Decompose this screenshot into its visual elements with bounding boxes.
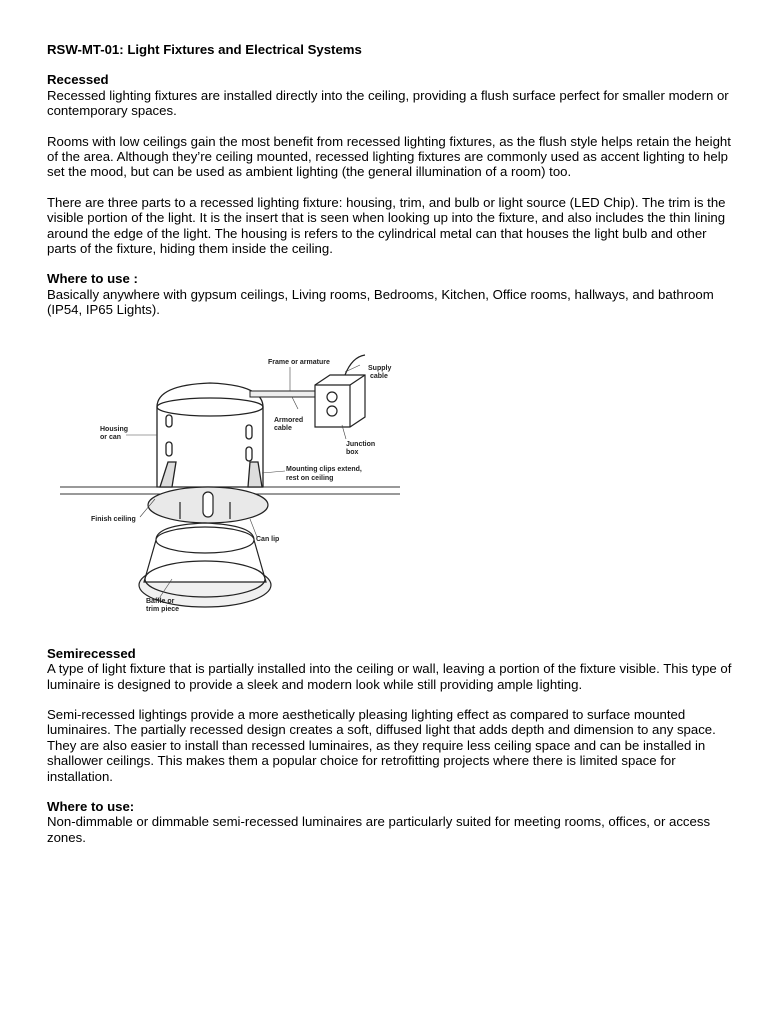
recessed-paragraph-3: There are three parts to a recessed lighting fixture: housing, trim, and bulb or light source (LED Chip). The trim is the visible portion of the light. It is the insert that is seen when looking up into the fixture, and also includes the thin lining around the edge of the light. The housing is refers to the cylindrical metal can that houses the light bulb and other parts of the fixture, hiding them inside the ceiling. — [47, 194, 726, 257]
svg-text:Can lip — [256, 536, 279, 543]
svg-text:Housing — [100, 426, 128, 433]
diagram-svg — [60, 347, 400, 632]
label-baffle-2: trim piece — [146, 606, 180, 613]
label-armored-1: Armored — [274, 417, 304, 424]
svg-text:Finish ceiling — [91, 516, 136, 523]
svg-text:cable — [274, 425, 292, 432]
semirecessed-paragraph-2: Semi-recessed lightings provide a more aesthetically pleasing lighting effect as compared to surface mounted luminaires. The partially recessed design creates a soft, diffused light that adds depth and dimension to any space. They are also easier to install than recessed luminaires, as they require less ceiling space and can be installed in shallower ceilings. This makes them a popular choice for retrofitting projects where there is limited space for installation. — [47, 706, 716, 784]
label-finish-ceiling: Finish ceiling — [91, 516, 136, 523]
label-supply-2: cable — [370, 373, 388, 380]
label-frame: Frame or armature — [268, 359, 330, 366]
semirecessed-heading: Semirecessed — [47, 645, 136, 661]
svg-text:Junction — [346, 441, 375, 448]
svg-text:Frame or armature — [268, 359, 330, 366]
housing-can-shape — [157, 383, 263, 487]
recessed-heading: Recessed — [47, 72, 109, 88]
svg-text:rest on ceiling — [286, 475, 333, 482]
recessed-fixture-diagram — [60, 347, 400, 632]
semirecessed-where-heading: Where to use: — [47, 798, 135, 814]
label-can-lip: Can lip — [256, 536, 280, 543]
svg-text:Supply — [368, 365, 391, 372]
recessed-paragraph-2: Rooms with low ceilings gain the most benefit from recessed lighting fixtures, as the flush style helps retain the height of the area. Although they’re ceiling mounted, recessed lighting fixtures are commonly used as accent lighting to help set the mood, but can be used as ambient lighting (the general illumination of a room) too. — [47, 133, 731, 180]
recessed-where-text: Basically anywhere with gypsum ceilings, Living rooms, Bedrooms, Kitchen, Office rooms, hallways, and bathroom (IP54, IP65 Lights). — [47, 286, 714, 318]
svg-text:or can — [100, 434, 121, 441]
label-junction-1: Junction — [346, 441, 376, 448]
semirecessed-where-text: Non-dimmable or dimmable semi-recessed luminaires are particularly suited for meeting rooms, offices, or access zones. — [47, 814, 711, 845]
label-armored-2: cable — [274, 425, 292, 432]
svg-text:Baffle or — [146, 598, 175, 605]
label-housing-1: Housing — [100, 426, 128, 433]
baffle-trim-shape — [139, 523, 271, 607]
document-title: RSW-MT-01: Light Fixtures and Electrical Systems — [47, 42, 362, 57]
label-clips-1: Mounting clips extend, — [286, 466, 362, 473]
semirecessed-paragraph-1: A type of light fixture that is partially installed into the ceiling or wall, leaving a portion of the fixture visible. This type of luminaire is designed to provide a sleek and modern look while still providing ample lighting. — [47, 661, 732, 692]
svg-text:Armored — [274, 417, 303, 424]
label-clips-2: rest on ceiling — [286, 475, 334, 482]
label-housing-2: or can — [100, 434, 122, 441]
label-supply-1: Supply — [368, 365, 392, 372]
label-junction-2: box — [346, 449, 359, 456]
svg-text:cable — [370, 373, 388, 380]
recessed-where-heading: Where to use : — [47, 271, 138, 287]
can-lip-shape — [148, 487, 268, 523]
svg-text:trim piece — [146, 606, 179, 613]
recessed-paragraph-1: Recessed lighting fixtures are installed directly into the ceiling, providing a flush surface perfect for smaller modern or contemporary spaces. — [47, 87, 729, 119]
svg-text:box — [346, 449, 359, 456]
svg-text:Mounting clips extend, — [286, 466, 362, 473]
label-baffle-1: Baffle or — [146, 598, 175, 605]
